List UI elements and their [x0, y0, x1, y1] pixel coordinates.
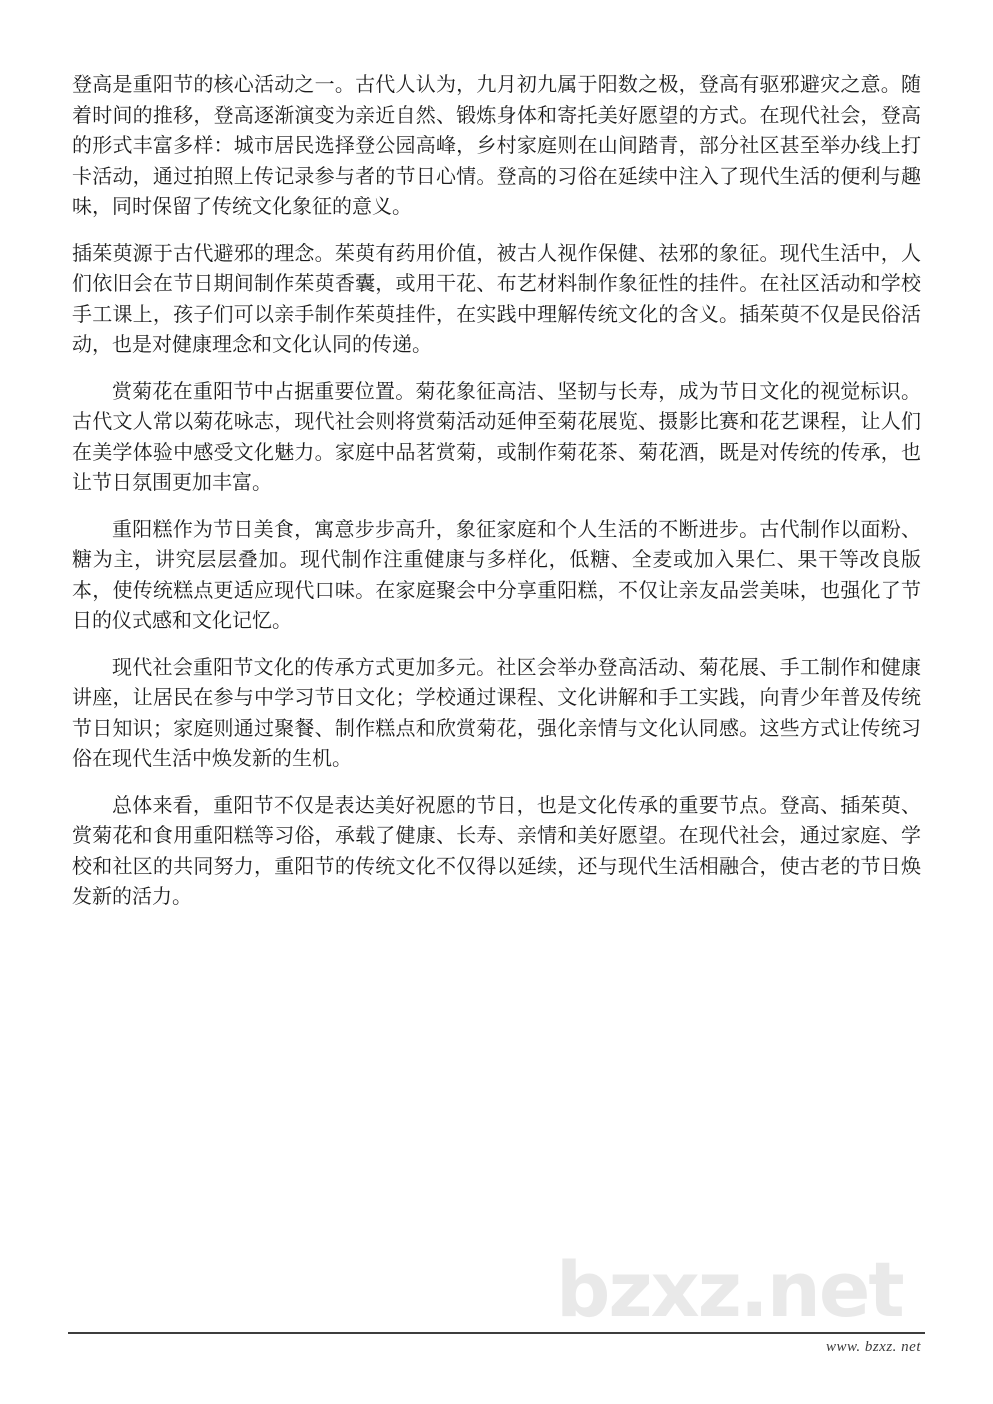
paragraph-zhuyu: 插茱萸源于古代避邪的理念。茱萸有药用价值，被古人视作保健、祛邪的象征。现代生活中，人们依旧会在节日期间制作茱萸香囊，或用干花、布艺材料制作象征性的挂件。在社区活动和学校手工课上，孩子们可以亲手制作茱萸挂件，在实践中理解传统文化的含义。插茱萸不仅是民俗活动，也是对健康理念和文化认同的传递。: [72, 242, 921, 356]
footer-url: www. bzxz. net: [825, 1339, 921, 1355]
paragraph-juhua: 赏菊花在重阳节中占据重要位置。菊花象征高洁、坚韧与长寿，成为节日文化的视觉标识。古代文人常以菊花咏志，现代社会则将赏菊活动延伸至菊花展览、摄影比赛和花艺课程，让人们在美学体验中感受文化魅力。家庭中品茗赏菊，或制作菊花茶、菊花酒，既是对传统的传承，也让节日氛围更加丰富。: [72, 380, 921, 494]
site-watermark: bzxz.net: [556, 1245, 903, 1334]
paragraph-zongjie: 总体来看，重阳节不仅是表达美好祝愿的节日，也是文化传承的重要节点。登高、插茱萸、赏菊花和食用重阳糕等习俗，承载了健康、长寿、亲情和美好愿望。在现代社会，通过家庭、学校和社区的共同努力，重阳节的传统文化不仅得以延续，还与现代生活相融合，使古老的节日焕发新的活力。: [72, 794, 921, 908]
paragraph-chuancheng: 现代社会重阳节文化的传承方式更加多元。社区会举办登高活动、菊花展、手工制作和健康讲座，让居民在参与中学习节日文化；学校通过课程、文化讲解和手工实践，向青少年普及传统节日知识；家庭则通过聚餐、制作糕点和欣赏菊花，强化亲情与文化认同感。这些方式让传统习俗在现代生活中焕发新的生机。: [72, 656, 921, 770]
paragraph-dengao: 登高是重阳节的核心活动之一。古代人认为，九月初九属于阳数之极，登高有驱邪避灾之意。随着时间的推移，登高逐渐演变为亲近自然、锻炼身体和寄托美好愿望的方式。在现代社会，登高的形式丰富多样：城市居民选择登公园高峰，乡村家庭则在山间踏青，部分社区甚至举办线上打卡活动，通过拍照上传记录参与者的节日心情。登高的习俗在延续中注入了现代生活的便利与趣味，同时保留了传统文化象征的意义。: [72, 74, 921, 218]
paragraph-chongyanggao: 重阳糕作为节日美食，寓意步步高升，象征家庭和个人生活的不断进步。古代制作以面粉、糖为主，讲究层层叠加。现代制作注重健康与多样化，低糖、全麦或加入果仁、果干等改良版本，使传统糕点更适应现代口味。在家庭聚会中分享重阳糕，不仅让亲友品尝美味，也强化了节日的仪式感和文化记忆。: [72, 518, 921, 632]
document-body: [72, 70, 921, 913]
footer-divider: [68, 1332, 925, 1334]
